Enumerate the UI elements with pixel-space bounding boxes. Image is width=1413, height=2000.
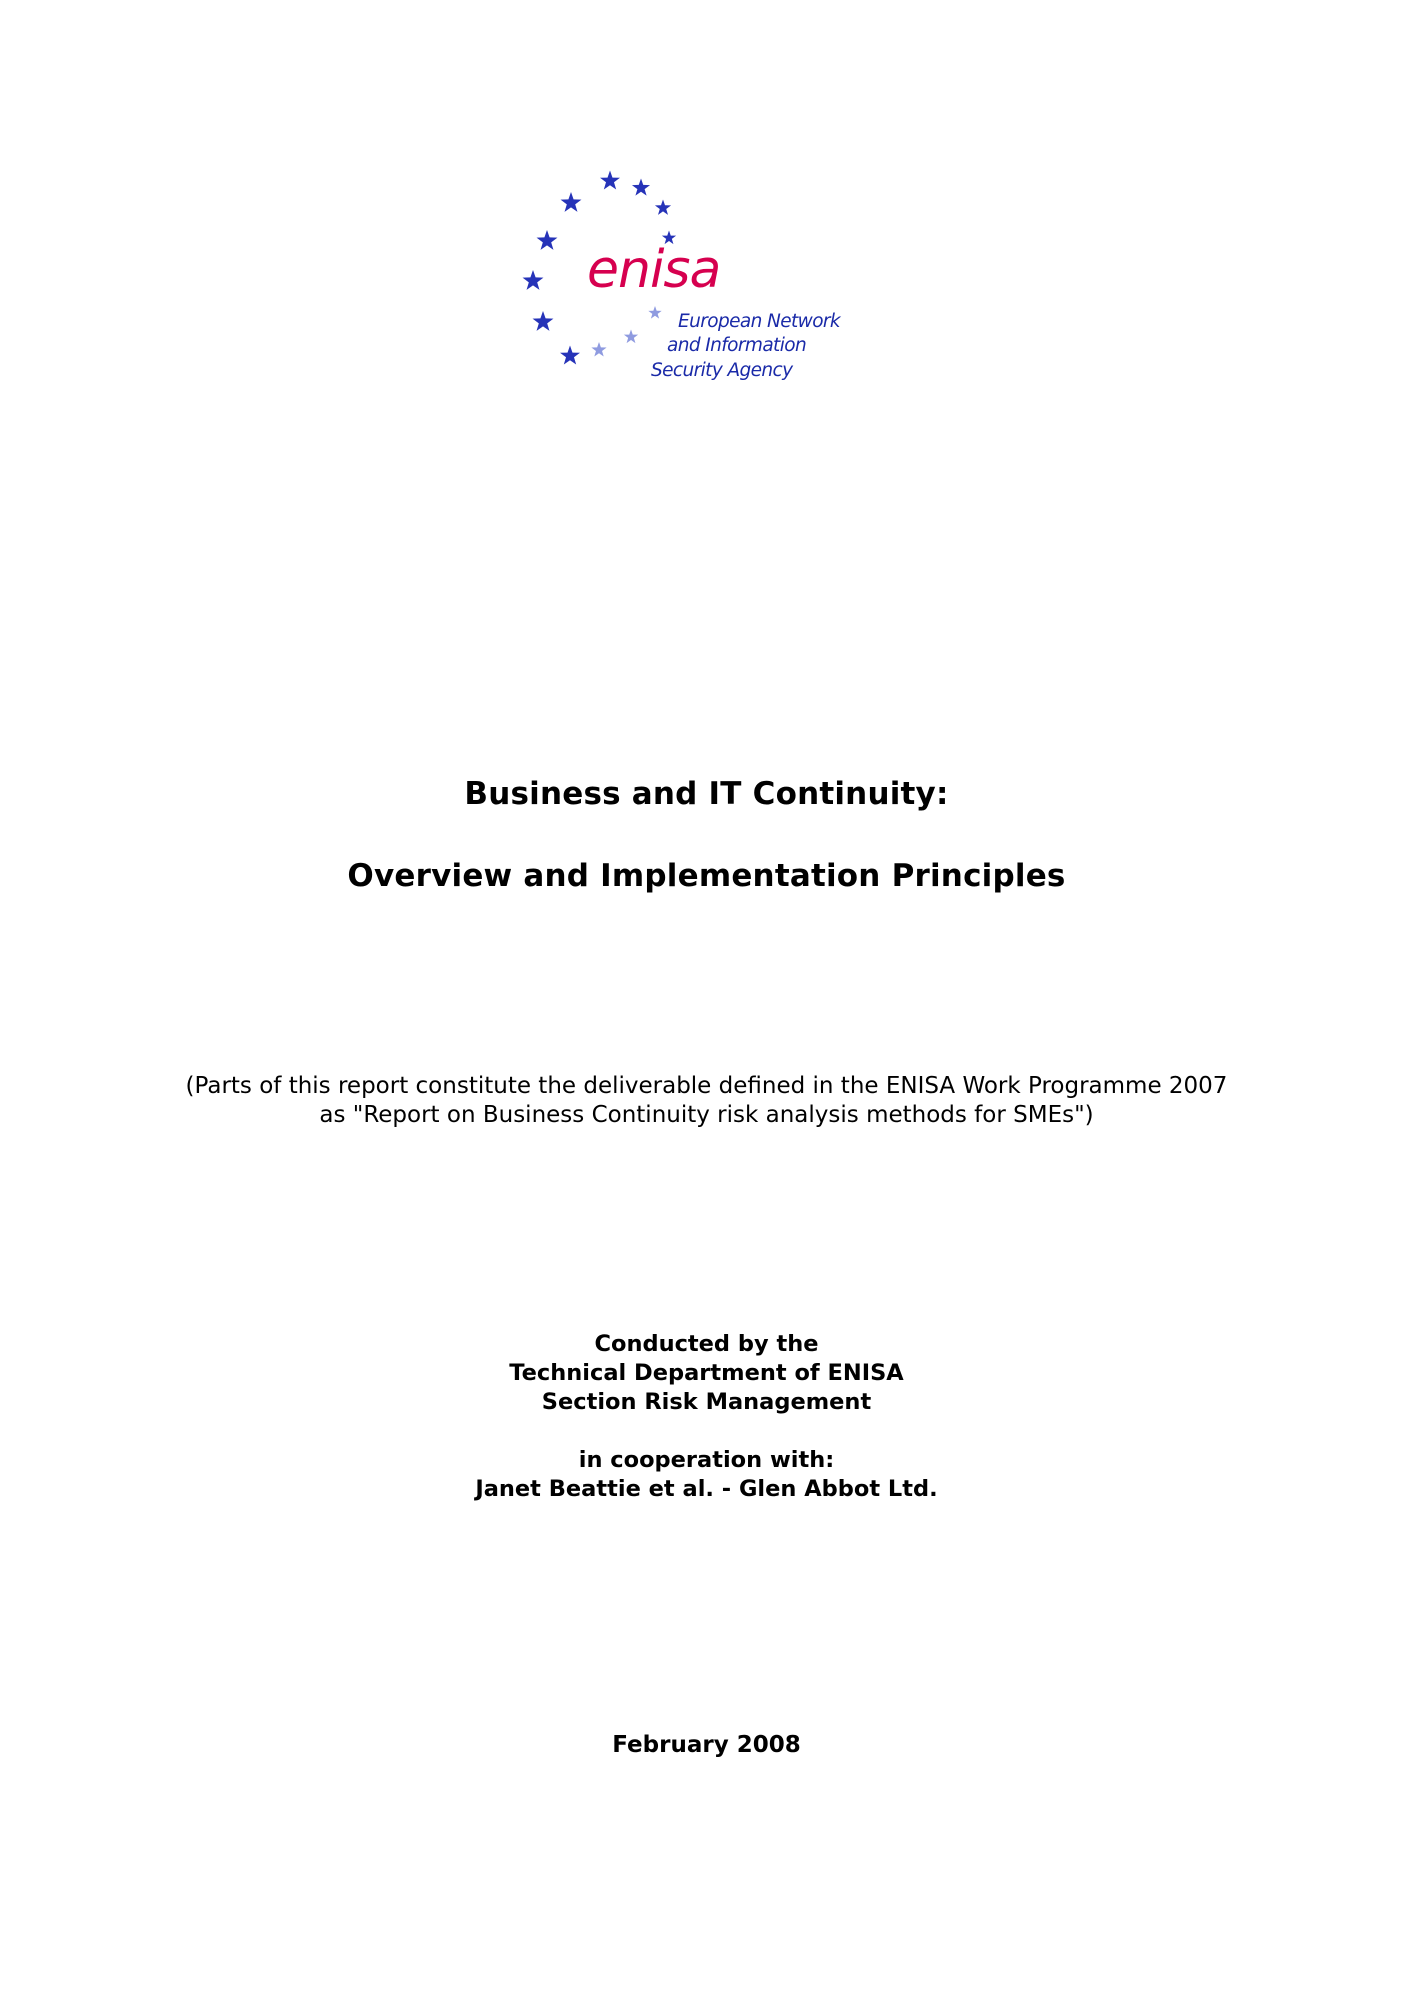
document-title-line-1: Business and IT Continuity: bbox=[464, 776, 949, 812]
star-icon bbox=[655, 200, 671, 215]
credits-conducted-by: Conducted by the bbox=[594, 1331, 819, 1357]
star-icon bbox=[600, 171, 620, 190]
star-icon bbox=[537, 230, 558, 250]
credits-department: Technical Department of ENISA bbox=[509, 1360, 904, 1386]
deliverable-note-line-2: as "Report on Business Continuity risk analysis methods for SMEs") bbox=[319, 1102, 1094, 1128]
star-icon bbox=[533, 311, 554, 331]
star-icon bbox=[591, 342, 606, 356]
star-icon bbox=[561, 192, 582, 212]
star-icon bbox=[523, 270, 544, 290]
star-icon bbox=[624, 330, 638, 344]
enisa-logo bbox=[515, 165, 875, 400]
logo-wordmark: enisa bbox=[587, 240, 721, 300]
credits-cooperation-partner: Janet Beattie et al. - Glen Abbot Ltd. bbox=[475, 1476, 938, 1502]
credits-section: Section Risk Management bbox=[541, 1389, 872, 1415]
publication-date: February 2008 bbox=[612, 1732, 801, 1758]
star-icon bbox=[648, 306, 661, 319]
deliverable-note bbox=[0, 1072, 1413, 1130]
document-title-line-2: Overview and Implementation Principles bbox=[347, 858, 1066, 894]
svg-text:European Network: European Network bbox=[678, 311, 841, 332]
star-icon bbox=[560, 346, 580, 365]
logo-tagline bbox=[651, 311, 842, 381]
star-icon bbox=[632, 179, 650, 196]
credits-spacer bbox=[0, 1417, 1413, 1446]
deliverable-note-line-1: (Parts of this report constitute the deliverable defined in the ENISA Work Programme 2007 bbox=[185, 1073, 1228, 1099]
svg-text:Security Agency: Security Agency bbox=[651, 360, 793, 381]
credits-cooperation-label: in cooperation with: bbox=[578, 1447, 835, 1473]
svg-text:and Information: and Information bbox=[667, 335, 807, 356]
credits-block bbox=[0, 1330, 1413, 1504]
